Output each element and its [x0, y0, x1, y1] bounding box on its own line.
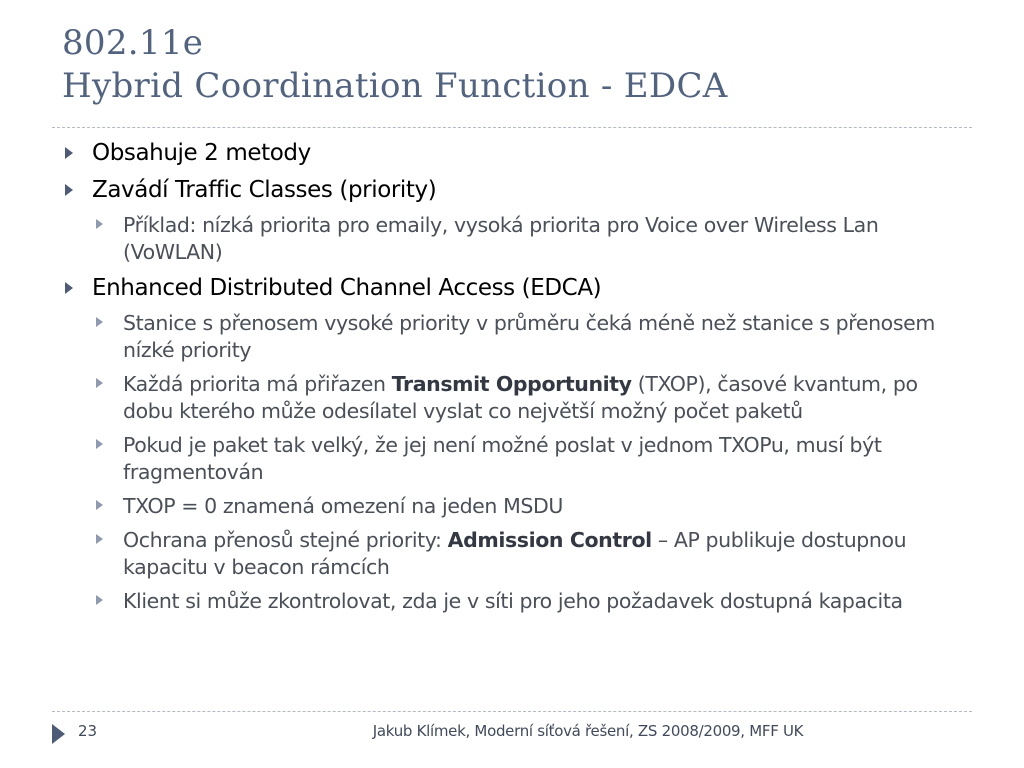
sub-bullet-arrow-icon: [96, 219, 103, 229]
sub-bullet-item: [93, 588, 962, 615]
sub-bullet-text: TXOP = 0 znamená omezení na jeden MSDU: [123, 494, 563, 518]
bullet-text: Enhanced Distributed Channel Access (EDCA): [92, 275, 602, 301]
page-number: 23: [78, 722, 98, 740]
sub-bullet-arrow-icon: [96, 439, 103, 449]
footer-divider: [52, 711, 972, 712]
emphasis-transmit-opportunity: Transmit Opportunity: [391, 372, 632, 396]
sub-bullet-item: [93, 212, 962, 266]
bullet-arrow-icon: [65, 282, 73, 294]
bullet-item: [62, 175, 962, 205]
sub-bullet-arrow-icon: [96, 534, 103, 544]
bullet-item: [62, 273, 962, 303]
sub-bullet-item: [93, 493, 962, 520]
bullet-text: Obsahuje 2 metody: [92, 140, 311, 166]
sub-bullet-text-post: – AP publikuje dostupnou kapacitu v beacon rámcích: [123, 528, 907, 579]
sub-bullet-text-pre: Ochrana přenosů stejné priority:: [123, 528, 448, 552]
title-divider: [52, 127, 972, 128]
sub-bullet-text-post: (TXOP), časové kvantum, po dobu kterého může odesílatel vyslat co největší možný počet paketů: [123, 372, 918, 423]
sub-bullet-text: Klient si může zkontrolovat, zda je v síti pro jeho požadavek dostupná kapacita: [123, 589, 903, 613]
sub-bullet-arrow-icon: [96, 378, 103, 388]
footer-text: Jakub Klímek, Moderní síťová řešení, ZS 2008/2009, MFF UK: [372, 722, 804, 740]
slide-title-line-1: 802.11e: [62, 23, 204, 63]
sub-bullet-text-pre: Každá priorita má přiřazen: [123, 372, 392, 396]
bullet-arrow-icon: [65, 147, 73, 159]
bullet-text: Zavádí Traffic Classes (priority): [92, 177, 437, 203]
slide-title-line-2: Hybrid Coordination Function - EDCA: [62, 66, 728, 106]
footer-arrow-icon: [52, 724, 65, 744]
sub-bullet-item: [93, 371, 962, 425]
bullet-arrow-icon: [65, 184, 73, 196]
slide-title: [62, 22, 992, 108]
sub-bullet-arrow-icon: [96, 500, 103, 510]
sub-bullet-arrow-icon: [96, 595, 103, 605]
sub-bullet-item: [93, 432, 962, 486]
sub-bullet-text: Příklad: nízká priorita pro emaily, vysoká priorita pro Voice over Wireless Lan (VoWLAN): [123, 213, 879, 264]
sub-bullet-item: [93, 310, 962, 364]
bullet-item: [62, 138, 962, 168]
emphasis-admission-control: Admission Control: [447, 528, 652, 552]
sub-bullet-item: [93, 527, 962, 581]
sub-bullet-text: Stanice s přenosem vysoké priority v průměru čeká méně než stanice s přenosem nízké priority: [123, 311, 935, 362]
sub-bullet-arrow-icon: [96, 317, 103, 327]
bullet-list: [62, 138, 962, 622]
sub-bullet-text: Pokud je paket tak velký, že jej není možné poslat v jednom TXOPu, musí být fragmentován: [123, 433, 882, 484]
